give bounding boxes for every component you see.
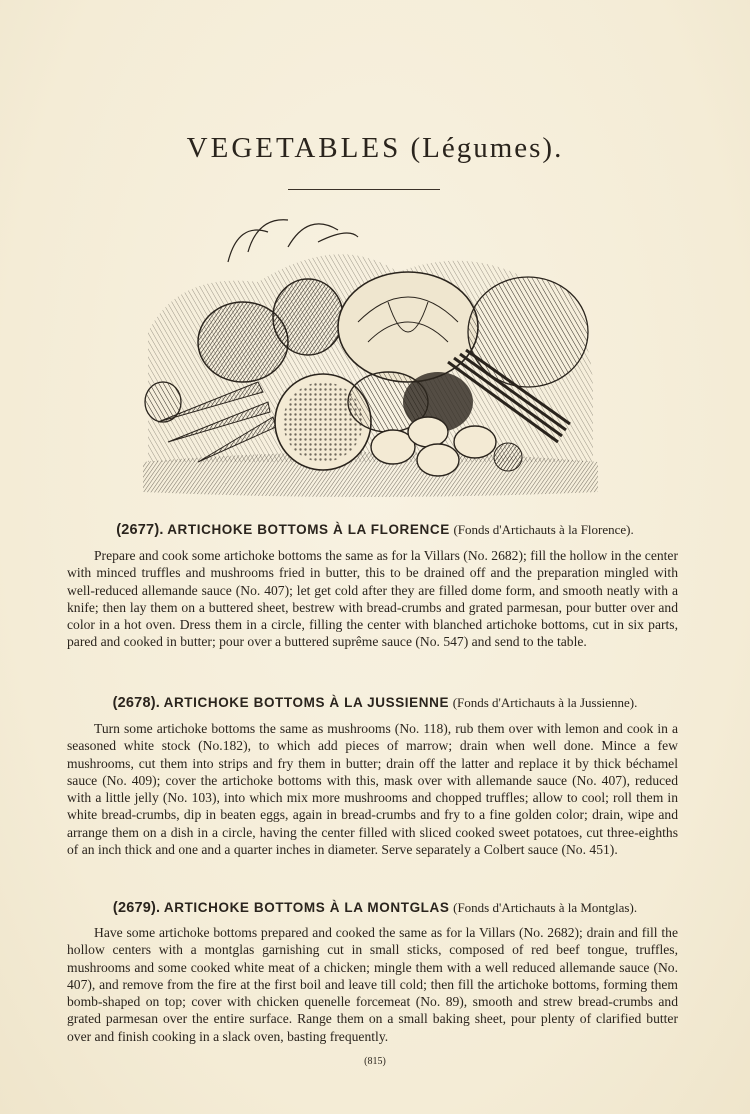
page-title bbox=[0, 132, 750, 165]
section-number: (2677). bbox=[116, 522, 164, 538]
section-name: ARTICHOKE BOTTOMS À LA FLORENCE bbox=[167, 522, 450, 537]
section-text-2677: Prepare and cook some artichoke bottoms the same as for la Villars (No. 2682); fill the hollow in the center with minced truffles and mushrooms fried in butter, this to be drained off and the preparation mingled with well-reduced allemande sauce (No. 407); let get cold after they are filled dome form, and smooth neatly with a knife; then lay them on a buttered sheet, bestrew with bread-crumbs and grated parmesan, pour butter over and color in a hot oven. Dress them in a circle, filling the center with blanched artichoke bottoms, cut in six parts, pared and cooked in butter; pour over a buttered suprême sauce (No. 547) and send to the table. bbox=[67, 548, 678, 650]
section-name: ARTICHOKE BOTTOMS À LA MONTGLAS bbox=[163, 900, 450, 915]
section-name: ARTICHOKE BOTTOMS À LA JUSSIENNE bbox=[163, 695, 450, 710]
title-main: VEGETABLES bbox=[186, 132, 402, 164]
section-number: (2678). bbox=[112, 695, 160, 711]
page-number: (815) bbox=[364, 1056, 386, 1067]
section-text-2679: Have some artichoke bottoms prepared and cooked the same as for la Villars (No. 2682); drain and fill the hollow centers with a montglas garnishing cut in small sticks, composed of red beef tongue, truffles, mushrooms and some cooked white meat of a chicken; mingle them with a well reduced allemande sauce (No. 407), and remove from the fire at the first boil and leave till cold; then fill the artichoke bottoms, forming them bomb-shaped on top; cover with chicken quenelle forcemeat (No. 89), smooth and strew bread-crumbs and grated parmesan over the entire surface. Range them on a small baking sheet, pour plenty of clarified butter over and finish cooking in a slack oven, basting frequently. bbox=[67, 925, 678, 1044]
section-number: (2679). bbox=[112, 900, 161, 916]
section-french-name: (Fonds d'Artichauts à la Montglas). bbox=[453, 900, 638, 915]
section-heading-2677 bbox=[0, 521, 750, 539]
section-text-2678: Turn some artichoke bottoms the same as mushrooms (No. 118), rub them over with lemon and cook in a seasoned white stock (No.182), to which add pieces of marrow; drain when well done. Mince a few mushrooms, cut them into strips and fry them in butter; drain off the latter and replace it by thick béchamel sauce (No. 409); cover the artichoke bottoms with this, mask over with allemande sauce (No. 407), reduced with a little jelly (No. 103), into which mix more mushrooms and chopped truffles; allow to cool; roll them in white bread-crumbs, dip in beaten eggs, again in bread-crumbs and fry to a fine golden color; drain, wipe and arrange them on a dish in a circle, having the center filled with sliced cooked sweet potatoes, cut three-eighths of an inch thick and one and a quarter inches in diameter. Serve separately a Colbert sauce (No. 451). bbox=[67, 721, 678, 858]
section-heading-2678 bbox=[0, 694, 750, 712]
vegetables-engraving bbox=[138, 212, 600, 502]
section-french-name: (Fonds d'Artichauts à la Florence). bbox=[453, 522, 634, 537]
section-heading-2679 bbox=[0, 899, 750, 917]
title-sub: (Légumes). bbox=[410, 132, 564, 164]
title-rule bbox=[288, 189, 440, 190]
section-french-name: (Fonds d'Artichauts à la Jussienne). bbox=[452, 695, 638, 710]
